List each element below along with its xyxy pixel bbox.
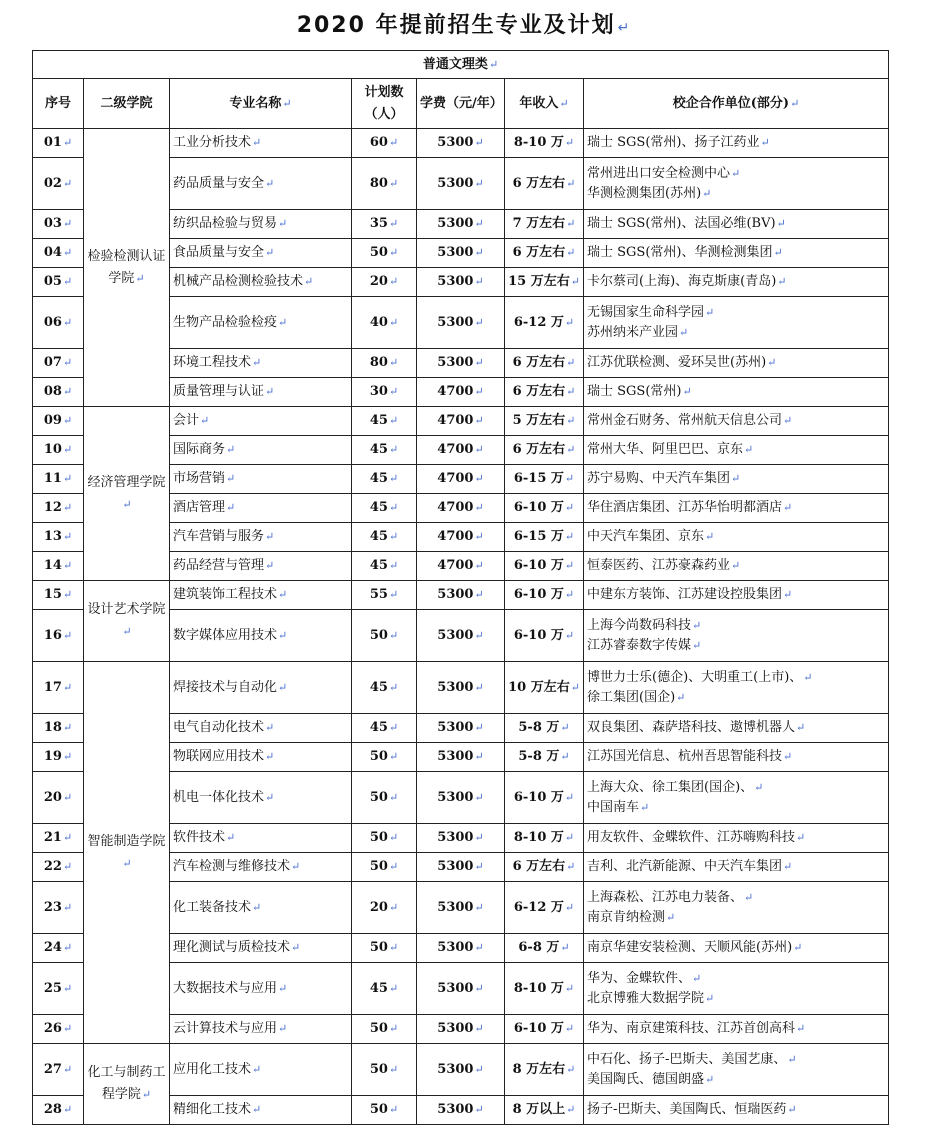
cell-income: 8-10 万↵ <box>505 963 584 1015</box>
cell-plan: 40↵ <box>352 297 417 349</box>
cell-income: 8 万以上↵ <box>505 1096 584 1125</box>
cell-no: 13↵ <box>33 523 84 552</box>
cell-partners <box>584 1096 889 1125</box>
cell-no: 19↵ <box>33 743 84 772</box>
cell-income: 10 万左右↵ <box>505 662 584 714</box>
partner-line: 美国陶氏、德国朗盛↵ <box>587 1071 715 1087</box>
cell-plan: 50↵ <box>352 772 417 824</box>
section-header: 普通文理类↵ <box>33 51 889 79</box>
cell-partners <box>584 824 889 853</box>
partner-line: 扬子-巴斯夫、美国陶氏、恒瑞医药↵ <box>587 1102 797 1117</box>
cell-plan: 45↵ <box>352 662 417 714</box>
cell-partners <box>584 349 889 378</box>
enrollment-table <box>32 50 889 1125</box>
cell-no: 06↵ <box>33 297 84 349</box>
cell-income: 6 万左右↵ <box>505 853 584 882</box>
cell-no: 10↵ <box>33 436 84 465</box>
partner-line: 双良集团、森萨塔科技、遨博机器人↵ <box>587 720 806 735</box>
cell-no: 15↵ <box>33 581 84 610</box>
cell-plan: 45↵ <box>352 552 417 581</box>
cell-fee: 5300↵ <box>417 158 505 210</box>
cell-income: 8-10 万↵ <box>505 824 584 853</box>
cell-major: 生物产品检验检疫↵ <box>170 297 352 349</box>
cell-major: 汽车营销与服务↵ <box>170 523 352 552</box>
cell-partners <box>584 436 889 465</box>
cell-fee: 5300↵ <box>417 1096 505 1125</box>
cell-major: 软件技术↵ <box>170 824 352 853</box>
cell-partners <box>584 610 889 662</box>
cell-income: 6-15 万↵ <box>505 465 584 494</box>
cell-income: 6-10 万↵ <box>505 581 584 610</box>
cell-major: 食品质量与安全↵ <box>170 239 352 268</box>
cell-plan: 45↵ <box>352 465 417 494</box>
cell-fee: 5300↵ <box>417 934 505 963</box>
cell-no: 21↵ <box>33 824 84 853</box>
partner-line: 瑞士 SGS(常州)、华测检测集团↵ <box>587 245 783 260</box>
table-row <box>33 129 889 158</box>
cell-major: 应用化工技术↵ <box>170 1044 352 1096</box>
partner-line: 南京肯纳检测↵ <box>587 909 676 925</box>
cell-fee: 5300↵ <box>417 268 505 297</box>
col-header-no: 序号 <box>33 79 84 129</box>
cell-college: 检验检测认证学院↵ <box>84 129 170 407</box>
cell-partners <box>584 662 889 714</box>
cell-plan: 80↵ <box>352 158 417 210</box>
cell-partners <box>584 882 889 934</box>
header-row <box>33 79 889 129</box>
table-row <box>33 662 889 714</box>
col-header-college: 二级学院 <box>84 79 170 129</box>
partner-line: 恒泰医药、江苏豪森药业↵ <box>587 558 741 573</box>
cell-partners <box>584 407 889 436</box>
cell-plan: 50↵ <box>352 1044 417 1096</box>
cell-plan: 45↵ <box>352 963 417 1015</box>
cell-fee: 5300↵ <box>417 239 505 268</box>
cell-income: 6 万左右↵ <box>505 158 584 210</box>
cell-plan: 50↵ <box>352 853 417 882</box>
partner-line: 徐工集团(国企)↵ <box>587 689 686 705</box>
cell-partners <box>584 158 889 210</box>
cell-plan: 45↵ <box>352 407 417 436</box>
cell-no: 14↵ <box>33 552 84 581</box>
table-row <box>33 407 889 436</box>
cell-fee: 5300↵ <box>417 963 505 1015</box>
cell-partners <box>584 934 889 963</box>
cell-income: 6-10 万↵ <box>505 494 584 523</box>
cell-fee: 4700↵ <box>417 378 505 407</box>
cell-income: 6-10 万↵ <box>505 552 584 581</box>
cell-major: 会计↵ <box>170 407 352 436</box>
partner-line: 中天汽车集团、京东↵ <box>587 529 715 544</box>
cell-no: 12↵ <box>33 494 84 523</box>
cell-major: 酒店管理↵ <box>170 494 352 523</box>
cell-major: 市场营销↵ <box>170 465 352 494</box>
partner-line: 苏州纳米产业园↵ <box>587 324 689 340</box>
cell-plan: 50↵ <box>352 824 417 853</box>
partner-line: 瑞士 SGS(常州)、扬子江药业↵ <box>587 135 770 150</box>
cell-plan: 45↵ <box>352 523 417 552</box>
cell-plan: 50↵ <box>352 1096 417 1125</box>
cell-major: 精细化工技术↵ <box>170 1096 352 1125</box>
partner-line: 博世力士乐(德企)、大明重工(上市)、↵ <box>587 669 813 685</box>
cell-partners <box>584 772 889 824</box>
cell-income: 8-10 万↵ <box>505 129 584 158</box>
cell-no: 27↵ <box>33 1044 84 1096</box>
cell-fee: 5300↵ <box>417 610 505 662</box>
cell-no: 28↵ <box>33 1096 84 1125</box>
cell-plan: 45↵ <box>352 494 417 523</box>
col-header-major: 专业名称↵ <box>170 79 352 129</box>
cell-fee: 5300↵ <box>417 210 505 239</box>
cell-college: 化工与制药工程学院↵ <box>84 1044 170 1125</box>
cell-income: 6-10 万↵ <box>505 1015 584 1044</box>
cell-major: 理化测试与质检技术↵ <box>170 934 352 963</box>
cell-plan: 50↵ <box>352 1015 417 1044</box>
cell-partners <box>584 853 889 882</box>
cell-partners <box>584 523 889 552</box>
cell-major: 云计算技术与应用↵ <box>170 1015 352 1044</box>
cell-income: 6 万左右↵ <box>505 239 584 268</box>
partner-line: 中建东方装饰、江苏建设控股集团↵ <box>587 587 793 602</box>
cell-no: 02↵ <box>33 158 84 210</box>
partner-line: 华为、南京建策科技、江苏首创高科↵ <box>587 1021 806 1036</box>
cell-plan: 55↵ <box>352 581 417 610</box>
cell-income: 6 万左右↵ <box>505 378 584 407</box>
partner-line: 华测检测集团(苏州)↵ <box>587 185 712 201</box>
page-title <box>0 8 928 39</box>
cell-no: 08↵ <box>33 378 84 407</box>
cell-partners <box>584 268 889 297</box>
cell-fee: 5300↵ <box>417 824 505 853</box>
cell-income: 6-12 万↵ <box>505 297 584 349</box>
cell-income: 6 万左右↵ <box>505 349 584 378</box>
cell-plan: 20↵ <box>352 268 417 297</box>
cell-fee: 4700↵ <box>417 523 505 552</box>
cell-fee: 4700↵ <box>417 465 505 494</box>
cell-no: 20↵ <box>33 772 84 824</box>
cell-income: 6 万左右↵ <box>505 436 584 465</box>
cell-no: 24↵ <box>33 934 84 963</box>
partner-line: 中石化、扬子-巴斯夫、美国艺康、↵ <box>587 1051 797 1067</box>
cell-major: 化工装备技术↵ <box>170 882 352 934</box>
cell-plan: 60↵ <box>352 129 417 158</box>
cell-fee: 4700↵ <box>417 436 505 465</box>
partner-line: 瑞士 SGS(常州)↵ <box>587 384 692 399</box>
cell-no: 03↵ <box>33 210 84 239</box>
partner-line: 常州进出口安全检测中心↵ <box>587 165 741 181</box>
partner-line: 北京博雅大数据学院↵ <box>587 990 715 1006</box>
partner-line: 上海今尚数码科技↵ <box>587 617 702 633</box>
cell-fee: 5300↵ <box>417 714 505 743</box>
cell-major: 机械产品检测检验技术↵ <box>170 268 352 297</box>
cell-income: 6-15 万↵ <box>505 523 584 552</box>
cell-major: 药品质量与安全↵ <box>170 158 352 210</box>
cell-fee: 5300↵ <box>417 1015 505 1044</box>
cell-no: 18↵ <box>33 714 84 743</box>
partner-line: 瑞士 SGS(常州)、法国必维(BV)↵ <box>587 216 786 231</box>
cell-major: 国际商务↵ <box>170 436 352 465</box>
cell-plan: 50↵ <box>352 743 417 772</box>
cell-no: 05↵ <box>33 268 84 297</box>
partner-line: 无锡国家生命科学园↵ <box>587 304 715 320</box>
cell-income: 8 万左右↵ <box>505 1044 584 1096</box>
cell-fee: 5300↵ <box>417 743 505 772</box>
table-row <box>33 1044 889 1096</box>
cell-plan: 50↵ <box>352 239 417 268</box>
cell-partners <box>584 743 889 772</box>
partner-line: 华住酒店集团、江苏华怡明都酒店↵ <box>587 500 793 515</box>
cell-fee: 5300↵ <box>417 129 505 158</box>
cell-partners <box>584 378 889 407</box>
col-header-income: 年收入↵ <box>505 79 584 129</box>
cell-fee: 5300↵ <box>417 1044 505 1096</box>
cell-partners <box>584 552 889 581</box>
cell-major: 汽车检测与维修技术↵ <box>170 853 352 882</box>
cell-major: 工业分析技术↵ <box>170 129 352 158</box>
partner-line: 江苏国光信息、杭州吾思智能科技↵ <box>587 749 793 764</box>
cell-partners <box>584 465 889 494</box>
cell-plan: 80↵ <box>352 349 417 378</box>
cell-no: 25↵ <box>33 963 84 1015</box>
cell-no: 07↵ <box>33 349 84 378</box>
cell-fee: 4700↵ <box>417 552 505 581</box>
cell-income: 6-10 万↵ <box>505 610 584 662</box>
cell-no: 17↵ <box>33 662 84 714</box>
cell-no: 04↵ <box>33 239 84 268</box>
cell-fee: 4700↵ <box>417 494 505 523</box>
cell-income: 6-8 万↵ <box>505 934 584 963</box>
partner-line: 华为、金蝶软件、↵ <box>587 970 702 986</box>
partner-line: 用友软件、金蝶软件、江苏嗨购科技↵ <box>587 830 806 845</box>
cell-no: 01↵ <box>33 129 84 158</box>
cell-fee: 4700↵ <box>417 407 505 436</box>
title-text: 2020 年提前招生专业及计划 <box>296 13 616 38</box>
cell-no: 11↵ <box>33 465 84 494</box>
cell-no: 16↵ <box>33 610 84 662</box>
return-mark-icon: ↵ <box>617 20 632 36</box>
partner-line: 常州金石财务、常州航天信息公司↵ <box>587 413 793 428</box>
cell-income: 6-10 万↵ <box>505 772 584 824</box>
cell-major: 物联网应用技术↵ <box>170 743 352 772</box>
cell-no: 22↵ <box>33 853 84 882</box>
cell-major: 大数据技术与应用↵ <box>170 963 352 1015</box>
cell-plan: 50↵ <box>352 610 417 662</box>
partner-line: 江苏睿泰数字传媒↵ <box>587 637 702 653</box>
cell-major: 机电一体化技术↵ <box>170 772 352 824</box>
partner-line: 卡尔蔡司(上海)、海克斯康(青岛)↵ <box>587 274 787 289</box>
partner-line: 中国南车↵ <box>587 799 650 815</box>
cell-partners <box>584 963 889 1015</box>
cell-income: 5 万左右↵ <box>505 407 584 436</box>
cell-income: 5-8 万↵ <box>505 714 584 743</box>
cell-fee: 5300↵ <box>417 349 505 378</box>
cell-college: 智能制造学院↵ <box>84 662 170 1044</box>
cell-major: 药品经营与管理↵ <box>170 552 352 581</box>
cell-plan: 20↵ <box>352 882 417 934</box>
col-header-partners: 校企合作单位(部分)↵ <box>584 79 889 129</box>
cell-income: 5-8 万↵ <box>505 743 584 772</box>
cell-major: 建筑装饰工程技术↵ <box>170 581 352 610</box>
partner-line: 上海森松、江苏电力装备、↵ <box>587 889 754 905</box>
cell-fee: 5300↵ <box>417 853 505 882</box>
partner-line: 吉利、北汽新能源、中天汽车集团↵ <box>587 859 793 874</box>
cell-major: 焊接技术与自动化↵ <box>170 662 352 714</box>
cell-partners <box>584 494 889 523</box>
cell-partners <box>584 1044 889 1096</box>
section-row <box>33 51 889 79</box>
cell-plan: 50↵ <box>352 934 417 963</box>
cell-fee: 5300↵ <box>417 662 505 714</box>
partner-line: 南京华建安装检测、天顺风能(苏州)↵ <box>587 940 803 955</box>
cell-college: 经济管理学院↵ <box>84 407 170 581</box>
cell-fee: 5300↵ <box>417 882 505 934</box>
cell-partners <box>584 714 889 743</box>
cell-no: 23↵ <box>33 882 84 934</box>
col-header-plan: 计划数（人） <box>352 79 417 129</box>
cell-fee: 5300↵ <box>417 772 505 824</box>
cell-partners <box>584 297 889 349</box>
cell-major: 数字媒体应用技术↵ <box>170 610 352 662</box>
cell-partners <box>584 581 889 610</box>
cell-plan: 45↵ <box>352 436 417 465</box>
cell-no: 26↵ <box>33 1015 84 1044</box>
cell-major: 环境工程技术↵ <box>170 349 352 378</box>
partner-line: 常州大华、阿里巴巴、京东↵ <box>587 442 754 457</box>
cell-income: 15 万左右↵ <box>505 268 584 297</box>
cell-partners <box>584 210 889 239</box>
col-header-fee: 学费（元/年） <box>417 79 505 129</box>
cell-income: 7 万左右↵ <box>505 210 584 239</box>
cell-plan: 30↵ <box>352 378 417 407</box>
cell-fee: 5300↵ <box>417 581 505 610</box>
cell-partners <box>584 1015 889 1044</box>
partner-line: 上海大众、徐工集团(国企)、↵ <box>587 779 764 795</box>
cell-partners <box>584 239 889 268</box>
cell-partners <box>584 129 889 158</box>
cell-income: 6-12 万↵ <box>505 882 584 934</box>
cell-no: 09↵ <box>33 407 84 436</box>
cell-major: 纺织品检验与贸易↵ <box>170 210 352 239</box>
cell-fee: 5300↵ <box>417 297 505 349</box>
table-body <box>33 129 889 1125</box>
cell-major: 电气自动化技术↵ <box>170 714 352 743</box>
cell-major: 质量管理与认证↵ <box>170 378 352 407</box>
table-row <box>33 581 889 610</box>
cell-plan: 35↵ <box>352 210 417 239</box>
partner-line: 苏宁易购、中天汽车集团↵ <box>587 471 741 486</box>
partner-line: 江苏优联检测、爱环吴世(苏州)↵ <box>587 355 777 370</box>
cell-plan: 45↵ <box>352 714 417 743</box>
cell-college: 设计艺术学院↵ <box>84 581 170 662</box>
